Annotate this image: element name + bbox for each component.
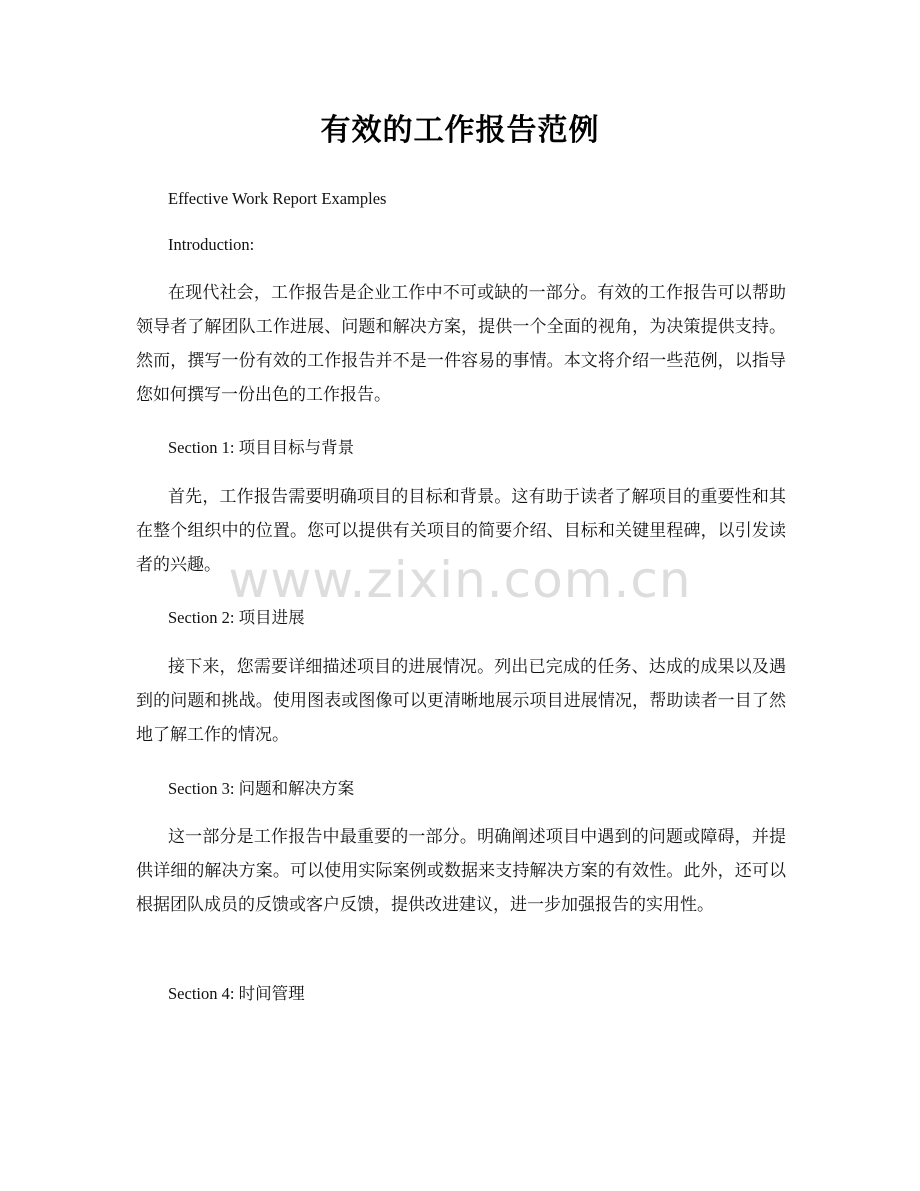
section-3-paragraph: 这一部分是工作报告中最重要的一部分。明确阐述项目中遇到的问题或障碍，并提供详细的解决方案。可以使用实际案例或数据来支持解决方案的有效性。此外，还可以根据团队成员的反馈或客户反馈，提供改进建议，进一步加强报告的实用性。: [136, 827, 786, 914]
watermark: www.zixin.com.cn: [228, 551, 692, 609]
section-2-paragraph: 接下来，您需要详细描述项目的进展情况。列出已完成的任务、达成的成果以及遇到的问题和挑战。使用图表或图像可以更清晰地展示项目进展情况，帮助读者一目了然地了解工作的情况。: [136, 657, 786, 744]
page-title: 有效的工作报告范例: [320, 113, 600, 148]
subtitle: Effective Work Report Examples: [168, 189, 387, 208]
intro-heading: Introduction:: [168, 235, 255, 254]
section-1-heading: Section 1: 项目目标与背景: [168, 438, 355, 457]
section-2-heading: Section 2: 项目进展: [168, 608, 305, 627]
section-1-paragraph: 首先，工作报告需要明确项目的目标和背景。这有助于读者了解项目的重要性和其在整个组织中的位置。您可以提供有关项目的简要介绍、目标和关键里程碑，以引发读者的兴趣。: [136, 487, 786, 574]
section-4-heading: Section 4: 时间管理: [168, 984, 305, 1003]
intro-paragraph: 在现代社会，工作报告是企业工作中不可或缺的一部分。有效的工作报告可以帮助领导者了解团队工作进展、问题和解决方案，提供一个全面的视角，为决策提供支持。然而，撰写一份有效的工作报告并不是一件容易的事情。本文将介绍一些范例，以指导您如何撰写一份出色的工作报告。: [136, 283, 786, 404]
section-3-heading: Section 3: 问题和解决方案: [168, 779, 355, 798]
